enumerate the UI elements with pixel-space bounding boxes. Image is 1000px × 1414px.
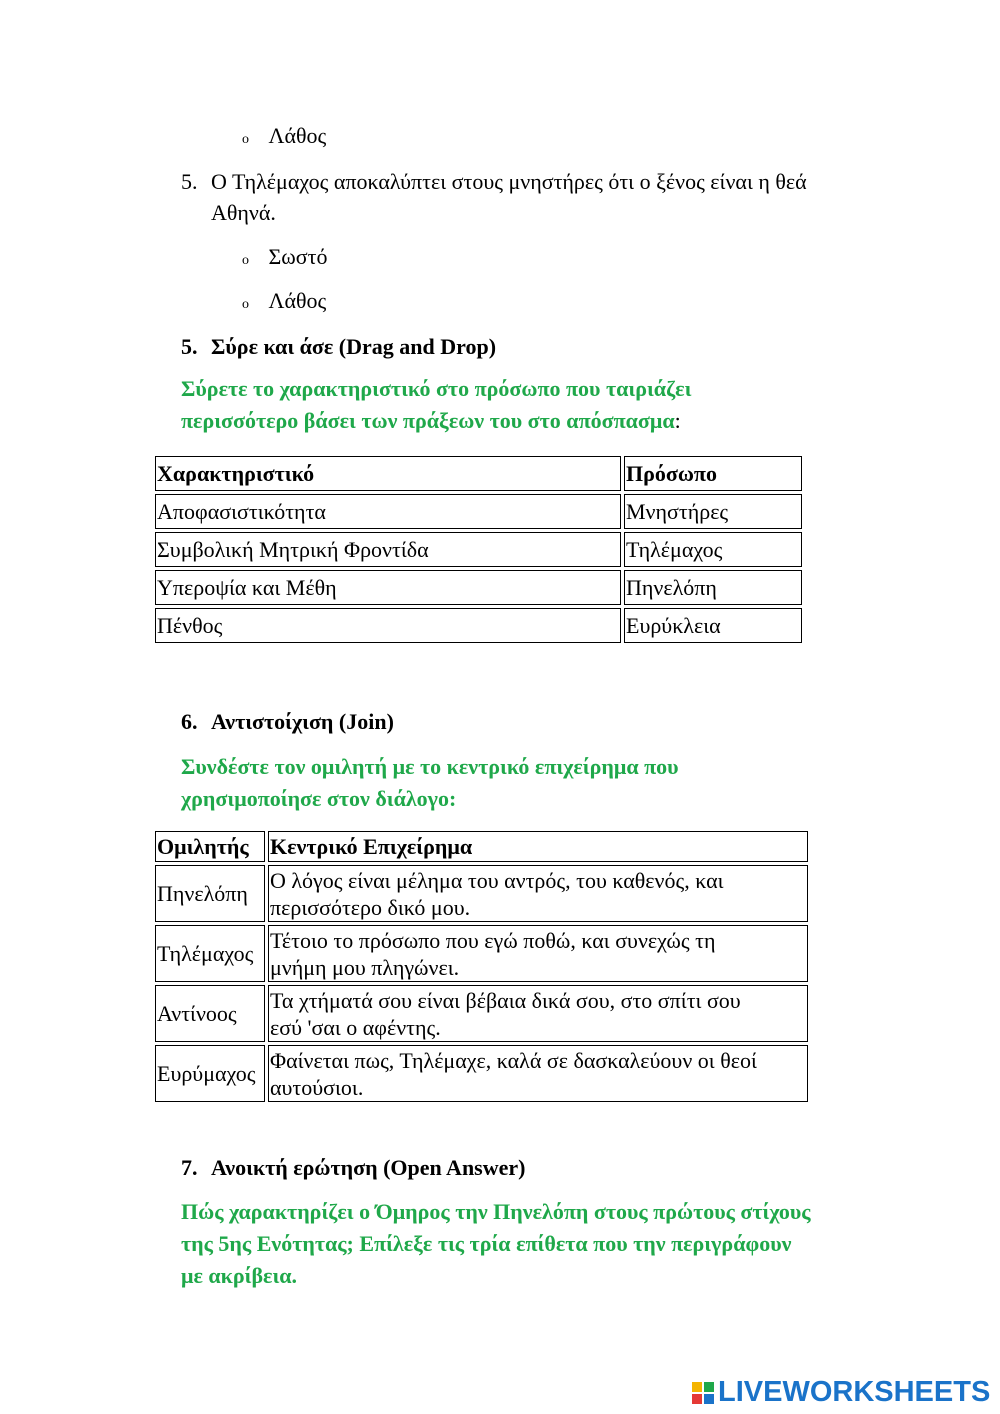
logo-text: LIVEWORKSHEETS [718,1376,991,1408]
logo-blocks-icon [692,1382,714,1404]
speaker-cell[interactable]: Ευρύμαχος [155,1045,265,1102]
section-6-heading [181,709,394,735]
section-5-instruction [181,373,691,437]
trait-cell[interactable]: Αποφασιστικότητα [155,494,621,529]
table-row [155,1045,808,1102]
question-text-line2: Αθηνά. [211,200,276,225]
option-label: Σωστό [268,244,328,269]
argument-line1: Τέτοιο το πρόσωπο που εγώ ποθώ, και συνεχώς τη [270,927,716,953]
argument-line2: μνήμη μου πληγώνει. [270,954,460,980]
question-text-line1: Ο Τηλέμαχος αποκαλύπτει στους μνηστήρες ότι ο ξένος είναι η θεά [211,169,807,194]
argument-line1: Ο λόγος είναι μέλημα του αντρός, του καθενός, και [270,867,724,893]
argument-line2: περισσότερο δικό μου. [270,894,471,920]
question-5 [181,166,881,228]
logo-block [704,1394,714,1404]
q4-option-false[interactable] [242,123,326,153]
speaker-cell[interactable]: Αντίνοος [155,985,265,1042]
person-cell[interactable]: Μνηστήρες [624,494,802,529]
radio-circle-icon: o [242,297,249,312]
radio-circle-icon: o [242,132,249,147]
q5-option-true[interactable] [242,244,328,274]
section-number: 5. [181,334,198,359]
q5-option-false[interactable] [242,288,326,318]
argument-line2: εσύ 'σαι ο αφέντης. [270,1014,441,1040]
section-number: 6. [181,709,198,734]
logo-block [692,1394,702,1404]
instruction-line1: Σύρετε το χαρακτηριστικό στο πρόσωπο που ταιριάζει [181,376,692,401]
person-cell[interactable]: Ευρύκλεια [624,608,802,643]
question-number: 5. [181,169,198,194]
section-number: 7. [181,1155,198,1180]
argument-cell[interactable] [268,865,808,922]
table-row [155,494,802,529]
argument-cell[interactable] [268,985,808,1042]
option-label: Λάθος [268,123,327,148]
header-cell: Ομιλητής [155,831,265,862]
section-5-heading [181,334,496,360]
table-row [155,570,802,605]
section-title: Αντιστοίχιση (Join) [211,709,394,734]
table-row [155,985,808,1042]
radio-circle-icon: o [242,253,249,268]
option-label: Λάθος [268,288,327,313]
argument-cell[interactable] [268,925,808,982]
trait-cell[interactable]: Συμβολική Μητρική Φροντίδα [155,532,621,567]
section-7-instruction [181,1196,811,1292]
table-row [155,608,802,643]
header-cell: Πρόσωπο [624,456,802,491]
drag-drop-table [152,453,805,646]
person-cell[interactable]: Τηλέμαχος [624,532,802,567]
instruction-line2: χρησιμοποίησε στον διάλογο: [181,786,457,811]
table-row [155,865,808,922]
header-cell: Χαρακτηριστικό [155,456,621,491]
speaker-cell[interactable]: Τηλέμαχος [155,925,265,982]
join-table [152,828,811,1105]
instruction-colon: : [674,408,681,433]
logo-block [692,1382,702,1392]
trait-cell[interactable]: Υπεροψία και Μέθη [155,570,621,605]
table-header-row [155,456,802,491]
table-row [155,532,802,567]
table-row [155,925,808,982]
instruction-line2: περισσότερο βάσει των πράξεων του στο απόσπασμα [181,408,675,433]
instruction-line1: Πώς χαρακτηρίζει ο Όμηρος την Πηνελόπη στους πρώτους στίχους [181,1199,811,1224]
instruction-line2: της 5ης Ενότητας; Επίλεξε τις τρία επίθετα που την περιγράφουν [181,1231,792,1256]
section-7-heading [181,1155,526,1181]
argument-line2: αυτούσιοι. [270,1074,364,1100]
argument-cell[interactable] [268,1045,808,1102]
instruction-line3: με ακρίβεια. [181,1263,298,1288]
instruction-line1: Συνδέστε τον ομιλητή με το κεντρικό επιχείρημα που [181,754,679,779]
section-title: Σύρε και άσε (Drag and Drop) [211,334,497,359]
argument-line1: Τα χτήματά σου είναι βέβαια δικά σου, στο σπίτι σου [270,987,741,1013]
table-header-row [155,831,808,862]
argument-line1: Φαίνεται πως, Τηλέμαχε, καλά σε δασκαλεύουν οι θεοί [270,1047,757,1073]
speaker-cell[interactable]: Πηνελόπη [155,865,265,922]
section-title: Ανοικτή ερώτηση (Open Answer) [211,1155,526,1180]
logo-block [704,1382,714,1392]
header-cell: Κεντρικό Επιχείρημα [268,831,808,862]
person-cell[interactable]: Πηνελόπη [624,570,802,605]
liveworksheets-logo [692,1376,990,1409]
trait-cell[interactable]: Πένθος [155,608,621,643]
section-6-instruction [181,751,679,815]
